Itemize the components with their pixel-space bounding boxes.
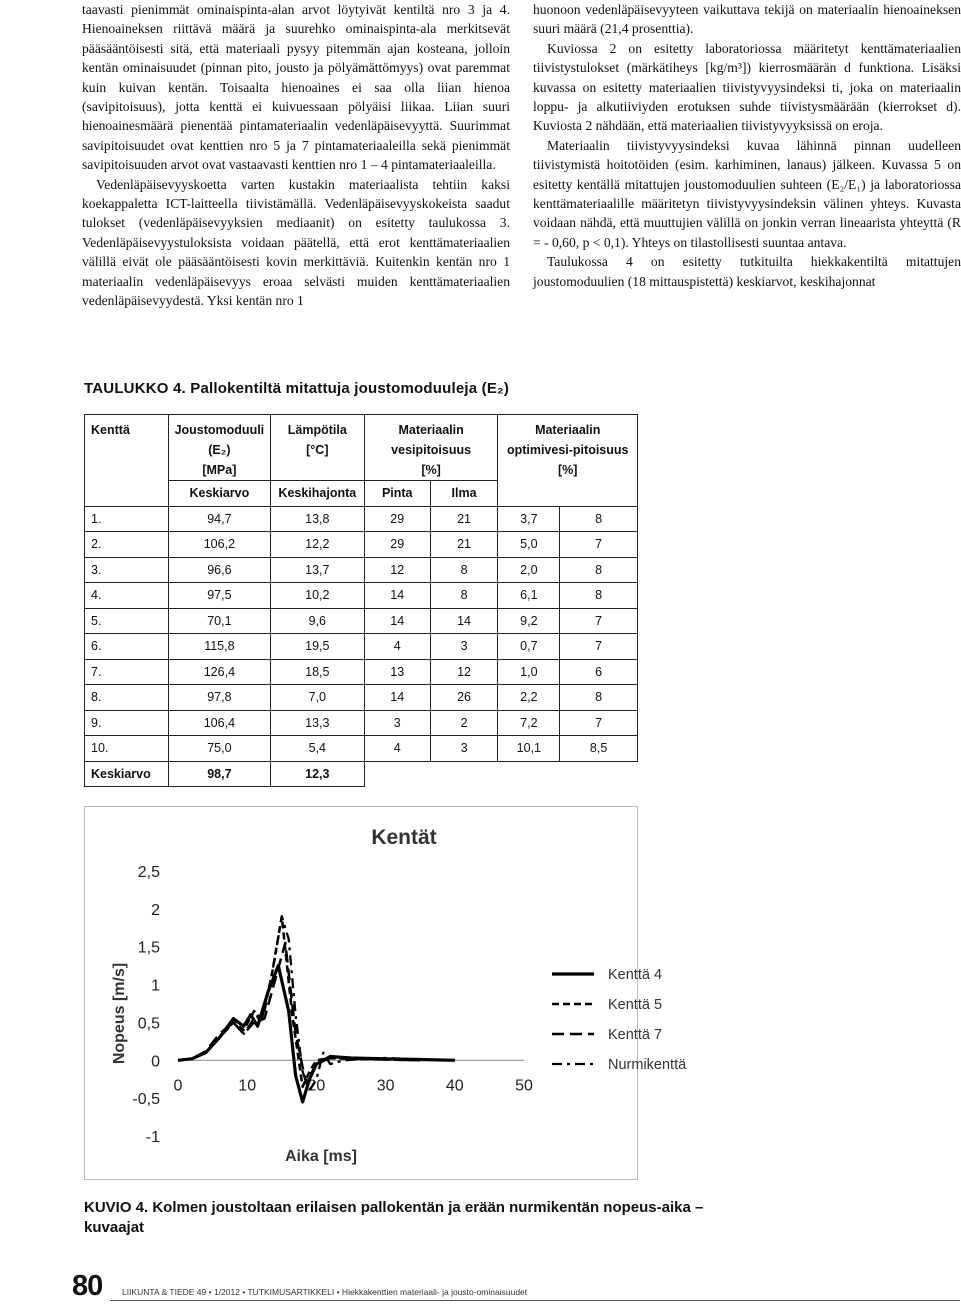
table-cell: 7 [560, 532, 638, 558]
table-cell: 26 [430, 685, 498, 711]
table-average-row [85, 761, 638, 787]
table-cell: 5,4 [270, 736, 364, 762]
table-cell: 96,6 [168, 557, 270, 583]
table-title: TAULUKKO 4. Pallokentiltä mitattuja joustomoduuleja (E₂) [84, 380, 510, 397]
table-row [85, 634, 638, 660]
header-line: vesipitoisuus [391, 443, 472, 457]
data-table [84, 414, 638, 787]
table-cell: 12 [364, 557, 430, 583]
table-cell: 70,1 [168, 608, 270, 634]
table-row [85, 532, 638, 558]
footer-text: LIIKUNTA & TIEDE 49 • 1/2012 • TUTKIMUSARTIKKELI • Hiekkakenttien materiaali- ja jousto-ominaisuudet [122, 1287, 528, 1297]
table-cell: 12,2 [270, 532, 364, 558]
table-header-row [85, 415, 638, 481]
table-cell: 8. [85, 685, 169, 711]
table-cell: 97,5 [168, 583, 270, 609]
y-tick-label: 0 [151, 1053, 160, 1071]
table-cell: 94,7 [168, 506, 270, 532]
table-row [85, 506, 638, 532]
y-tick-label: 2,5 [137, 864, 160, 881]
table-cell: 6. [85, 634, 169, 660]
table-cell: 7 [560, 634, 638, 660]
table-cell: 21 [430, 506, 498, 532]
header-vesipitoisuus [364, 415, 498, 481]
table-cell: 6,1 [498, 583, 560, 609]
table-cell: 3 [364, 710, 430, 736]
x-tick-label: 40 [445, 1077, 464, 1095]
y-tick-label: 1 [151, 977, 160, 995]
table-cell: 18,5 [270, 659, 364, 685]
table-cell: 13 [364, 659, 430, 685]
paragraph: Taulukossa 4 on esitetty tutkituilta hiekkakentiltä mitattujen joustomoduulien (18 mittauspistettä) keskiarvot, keskihajonnat [533, 254, 961, 289]
y-axis-label: Nopeus [m/s] [111, 962, 128, 1065]
header-line: optimivesi-pitoisuus [506, 443, 629, 457]
header-line: [MPa] [202, 463, 237, 477]
table-cell: 13,3 [270, 710, 364, 736]
table-row [85, 736, 638, 762]
table-cell: 3,7 [498, 506, 560, 532]
subheader-keskihajonta: Keskihajonta [270, 481, 364, 507]
header-line: (E₂) [208, 443, 231, 457]
table-cell: 4 [364, 736, 430, 762]
y-tick-label: -0,5 [132, 1091, 160, 1109]
table-cell: 8 [430, 583, 498, 609]
empty-cell [560, 761, 638, 787]
y-tick-label: 0,5 [137, 1015, 160, 1033]
left-text-column [82, 0, 510, 311]
subheader-keskiarvo: Keskiarvo [168, 481, 270, 507]
table-cell: 8 [560, 557, 638, 583]
table-cell: 2,0 [498, 557, 560, 583]
right-text-column [533, 0, 961, 291]
table-cell: 5,0 [498, 532, 560, 558]
table-cell: 3 [430, 736, 498, 762]
table-cell: 29 [364, 506, 430, 532]
table-cell: 8 [560, 506, 638, 532]
table-cell: 7. [85, 659, 169, 685]
table-row [85, 583, 638, 609]
table-cell: 8,5 [560, 736, 638, 762]
table-cell: 7 [560, 608, 638, 634]
table-row [85, 710, 638, 736]
chart-svg [84, 806, 687, 1180]
table-cell: 9. [85, 710, 169, 736]
paragraph: taavasti pienimmät ominaispinta-alan arvot löytyivät kentiltä nro 3 ja 4. Hienoaineksen riittävä määrä ja suurehko ominaispinta-ala merkitsevät pääsääntöisesti sitä, että materiaali pysyy pitemmän ajan kosteana, jolloin kentän ominaisuudet (pinnan pito, jousto ja pölyämättömyys) ovat paremmat kuin kuivan kentän. Toisaalta hienoaines ei saa olla liian hienoa (savipitoisuus), jotta kenttä ei kuivuessaan pölyäisi liikaa. Liian suuri hienoainesmäärä pienentää pintamateriaalin vedenläpäisevyyttä. Suurimmat savipitoisuudet ovat kenttien nro 5 ja 7 pintamateriaaleilla sekä pienimmät savipitoisuuden arvot ovat vastaavasti kenttien nro 1 – 4 pintamateriaaleilla. [82, 2, 510, 173]
table-cell: 10,1 [498, 736, 560, 762]
table-cell: 13,8 [270, 506, 364, 532]
table-cell: 126,4 [168, 659, 270, 685]
paragraph: Materiaalin tiivistyvyysindeksi kuvaa lähinnä pinnan uudelleen tiivistymistä hoitotöiden (esim. karhiminen, lanaus) jälkeen. Kuvassa 5 on esitetty kentällä mitattujen joustomoduulien suhteen (E₂/E₁) ja laboratoriossa kenttämateriaalille määritetyn tiivistyvyysindeksin välinen yhteys. Kuvasta voidaan nähdä, että muuttujien välillä on jonkin verran lineaarista yhteyttä (R = - 0,60, p < 0,1). Yhteys on tilastollisesti suuntaa antava. [533, 137, 961, 250]
table-cell: 115,8 [168, 634, 270, 660]
table-cell: 19,5 [270, 634, 364, 660]
header-line: Materiaalin [398, 423, 464, 437]
chart-title: Kentät [371, 826, 437, 849]
table-row [85, 685, 638, 711]
table-cell: 14 [430, 608, 498, 634]
header-line: Joustomoduuli [174, 423, 265, 437]
table-body [85, 506, 638, 761]
header-line: [%] [557, 463, 578, 477]
table-cell: 3. [85, 557, 169, 583]
paragraph: huonoon vedenläpäisevyyteen vaikuttava tekijä on materiaalin hienoaineksen suuri määrä (21,4 prosenttia). [533, 2, 961, 37]
table-row [85, 659, 638, 685]
table-cell: 2 [430, 710, 498, 736]
legend-label: Nurmikenttä [608, 1057, 687, 1073]
legend-label: Kenttä 7 [608, 1027, 663, 1043]
subheader-ilma: Ilma [430, 481, 498, 507]
table-cell: 2,2 [498, 685, 560, 711]
table-cell: 8 [560, 583, 638, 609]
table-row [85, 608, 638, 634]
header-line: [%] [421, 463, 441, 477]
table-cell: 10. [85, 736, 169, 762]
table-cell: 10,2 [270, 583, 364, 609]
empty-cell [364, 761, 430, 787]
page-number: 80 [72, 1270, 103, 1302]
subheader-pinta: Pinta [364, 481, 430, 507]
data-table-container [84, 414, 638, 787]
table-cell: 1,0 [498, 659, 560, 685]
average-keskihajonta: 12,3 [270, 761, 364, 787]
x-tick-label: 50 [515, 1077, 533, 1095]
header-optimivesipitoisuus [498, 415, 638, 507]
legend-label: Kenttä 4 [608, 967, 663, 983]
x-tick-label: 30 [376, 1077, 395, 1095]
x-tick-label: 20 [307, 1077, 326, 1095]
x-tick-label: 0 [173, 1077, 183, 1095]
table-cell: 0,7 [498, 634, 560, 660]
table-cell: 4 [364, 634, 430, 660]
header-kentta: Kenttä [85, 415, 169, 507]
figure-caption: KUVIO 4. Kolmen joustoltaan erilaisen pallokentän ja erään nurmikentän nopeus-aika – kuvaajat [84, 1199, 704, 1236]
table-cell: 6 [560, 659, 638, 685]
table-cell: 7 [560, 710, 638, 736]
table-cell: 106,2 [168, 532, 270, 558]
table-cell: 5. [85, 608, 169, 634]
table-cell: 8 [430, 557, 498, 583]
empty-cell [430, 761, 498, 787]
table-cell: 8 [560, 685, 638, 711]
table-cell: 9,2 [498, 608, 560, 634]
table-cell: 14 [364, 685, 430, 711]
table-row [85, 557, 638, 583]
table-cell: 97,8 [168, 685, 270, 711]
table-cell: 7,0 [270, 685, 364, 711]
header-line: Lämpötila [287, 423, 347, 437]
y-tick-label: 1,5 [137, 939, 160, 957]
table-cell: 14 [364, 608, 430, 634]
table-cell: 2. [85, 532, 169, 558]
table-cell: 13,7 [270, 557, 364, 583]
empty-cell [498, 761, 560, 787]
table-cell: 7,2 [498, 710, 560, 736]
header-line: [°C] [306, 443, 329, 457]
header-joustomoduuli [168, 415, 270, 481]
paragraph: Vedenläpäisevyyskoetta varten kustakin materiaalista tehtiin kaksi koekappaletta ICT-laitteella tiivistämällä. Vedenläpäisevyyskokeista saadut tulokset (vedenläpäisevyyksien mediaanit) on esitetty taulukossa 3. Vedenläpäisevyystuloksista voidaan päätellä, että erot kenttämateriaalien välillä eivät ole pääsääntöisesti kovin merkittäviä. Kuitenkin kentän nro 1 materiaalin vedenläpäisevyys eroaa selvästi muiden kenttämateriaalien vedenläpäisevyydestä. Yksi kentän nro 1 [82, 176, 510, 309]
average-keskiarvo: 98,7 [168, 761, 270, 787]
y-tick-label: -1 [145, 1129, 160, 1146]
paragraph: Kuviossa 2 on esitetty laboratoriossa määritetyt kenttämateriaalien tiivistystulokset (märkätiheys [kg/m³]) kierrosmäärän d funktiona. Lisäksi kuvassa on esitetty materiaalien tiivistyvyysindeksi ti, joka on materiaalin loppu- ja alkutiiviyden erotuksen suhde tiivistysmäärään (kierrokset d). Kuviosta 2 nähdään, että materiaalien tiivistyvyyksissä on eroja. [533, 40, 961, 134]
velocity-chart [84, 806, 687, 1180]
x-tick-label: 10 [238, 1077, 257, 1095]
table-cell: 75,0 [168, 736, 270, 762]
average-label: Keskiarvo [85, 761, 169, 787]
table-cell: 12 [430, 659, 498, 685]
table-cell: 4. [85, 583, 169, 609]
header-line: Materiaalin [535, 423, 601, 437]
x-axis-label: Aika [ms] [284, 1148, 358, 1165]
chart-border [85, 807, 638, 1180]
table-cell: 29 [364, 532, 430, 558]
table-cell: 1. [85, 506, 169, 532]
table-cell: 14 [364, 583, 430, 609]
legend-label: Kenttä 5 [608, 997, 663, 1013]
table-cell: 106,4 [168, 710, 270, 736]
table-cell: 9,6 [270, 608, 364, 634]
footer-rule [110, 1300, 960, 1301]
table-cell: 21 [430, 532, 498, 558]
header-lampotila [270, 415, 364, 481]
table-cell: 3 [430, 634, 498, 660]
y-tick-label: 2 [151, 901, 160, 919]
